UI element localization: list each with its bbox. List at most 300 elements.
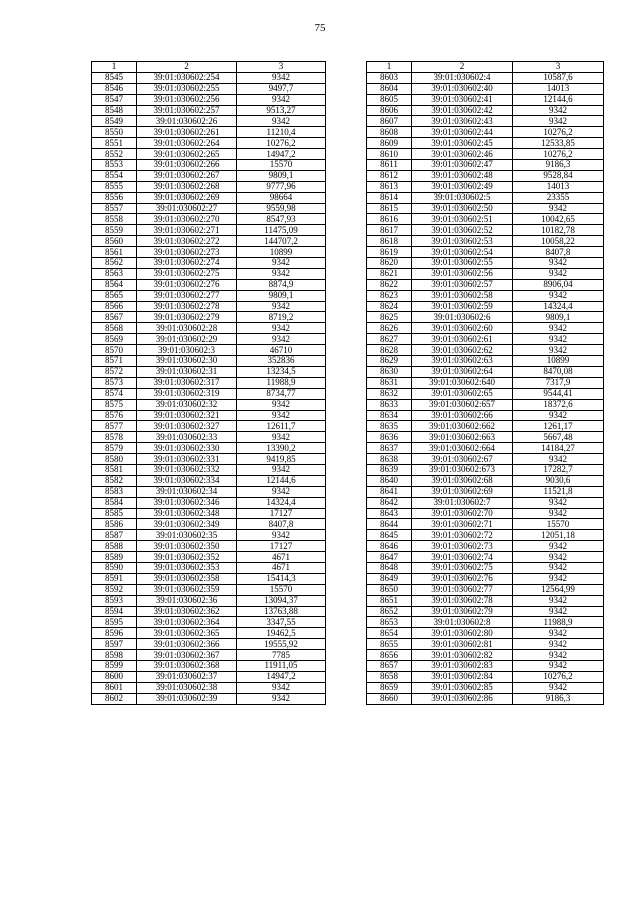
cadastral-number-cell: 39:01:030602:43 [412,116,513,127]
table-row [92,562,326,573]
table-row [367,192,604,203]
value-cell: 4671 [237,562,326,573]
table-row [367,279,604,290]
cadastral-number-cell: 39:01:030602:368 [137,660,237,671]
row-number-cell: 8606 [367,105,412,116]
value-cell: 9342 [237,486,326,497]
table-row [367,377,604,388]
value-cell: 9513,27 [237,105,326,116]
row-number-cell: 8555 [92,181,137,192]
row-number-cell: 8631 [367,377,412,388]
cadastral-number-cell: 39:01:030602:7 [412,497,513,508]
value-cell: 14013 [513,83,604,94]
cadastral-number-cell: 39:01:030602:349 [137,519,237,530]
value-cell: 9342 [237,432,326,443]
value-cell: 14324,4 [513,301,604,312]
table-row [92,192,326,203]
row-number-cell: 8635 [367,421,412,432]
row-number-cell: 8584 [92,497,137,508]
table-row [92,595,326,606]
value-cell: 13763,88 [237,606,326,617]
cadastral-number-cell: 39:01:030602:366 [137,639,237,650]
cadastral-number-cell: 39:01:030602:3 [137,345,237,356]
row-number-cell: 8573 [92,377,137,388]
table-row [367,530,604,541]
page-number: 75 [314,22,326,34]
table-row [367,160,604,171]
value-cell: 14324,4 [237,497,326,508]
row-number-cell: 8588 [92,541,137,552]
row-number-cell: 8612 [367,170,412,181]
table-row [92,138,326,149]
table-row [92,334,326,345]
table-row [92,530,326,541]
table-row [92,149,326,160]
cadastral-number-cell: 39:01:030602:63 [412,356,513,367]
table-row [92,105,326,116]
table-row [92,454,326,465]
value-cell: 13234,5 [237,366,326,377]
value-cell: 9342 [237,334,326,345]
row-number-cell: 8597 [92,639,137,650]
value-cell: 9777,96 [237,181,326,192]
row-number-cell: 8550 [92,127,137,138]
cadastral-number-cell: 39:01:030602:71 [412,519,513,530]
cadastral-number-cell: 39:01:030602:279 [137,312,237,323]
row-number-cell: 8560 [92,236,137,247]
cadastral-number-cell: 39:01:030602:664 [412,443,513,454]
cadastral-number-cell: 39:01:030602:32 [137,399,237,410]
cadastral-number-cell: 39:01:030602:36 [137,595,237,606]
row-number-cell: 8564 [92,279,137,290]
row-number-cell: 8585 [92,508,137,519]
value-cell: 9342 [513,650,604,661]
cadastral-number-cell: 39:01:030602:64 [412,366,513,377]
value-cell: 9528,84 [513,170,604,181]
table-row [92,290,326,301]
value-cell: 10899 [513,356,604,367]
row-number-cell: 8578 [92,432,137,443]
table-row [367,225,604,236]
row-number-cell: 8649 [367,573,412,584]
value-cell: 8734,77 [237,388,326,399]
table-row [92,497,326,508]
table-row [367,236,604,247]
value-cell: 144707,2 [237,236,326,247]
row-number-cell: 8638 [367,454,412,465]
table-row [92,628,326,639]
value-cell: 8407,8 [513,247,604,258]
table-row [92,170,326,181]
cadastral-number-cell: 39:01:030602:81 [412,639,513,650]
cadastral-number-cell: 39:01:030602:33 [137,432,237,443]
table-row [367,105,604,116]
value-cell: 12611,7 [237,421,326,432]
row-number-cell: 8628 [367,345,412,356]
cadastral-number-cell: 39:01:030602:78 [412,595,513,606]
row-number-cell: 8576 [92,410,137,421]
row-number-cell: 8608 [367,127,412,138]
cadastral-number-cell: 39:01:030602:276 [137,279,237,290]
cadastral-number-cell: 39:01:030602:62 [412,345,513,356]
cadastral-number-cell: 39:01:030602:27 [137,203,237,214]
row-number-cell: 8609 [367,138,412,149]
table-row [92,247,326,258]
row-number-cell: 8610 [367,149,412,160]
row-number-cell: 8640 [367,475,412,486]
value-cell: 14947,2 [237,671,326,682]
value-cell: 8906,04 [513,279,604,290]
row-number-cell: 8659 [367,682,412,693]
value-cell: 9342 [513,410,604,421]
table-row [367,116,604,127]
value-cell: 9342 [513,595,604,606]
table-row [367,312,604,323]
table-row [367,552,604,563]
row-number-cell: 8592 [92,584,137,595]
table-row [367,127,604,138]
cadastral-number-cell: 39:01:030602:84 [412,671,513,682]
value-cell: 9559,98 [237,203,326,214]
value-cell: 12051,18 [513,530,604,541]
value-cell: 9342 [513,454,604,465]
cadastral-number-cell: 39:01:030602:255 [137,83,237,94]
table-row [92,541,326,552]
table-row [367,290,604,301]
row-number-cell: 8549 [92,116,137,127]
cadastral-number-cell: 39:01:030602:40 [412,83,513,94]
table-row [367,639,604,650]
row-number-cell: 8627 [367,334,412,345]
row-number-cell: 8566 [92,301,137,312]
table-row [367,541,604,552]
table-row [92,225,326,236]
row-number-cell: 8546 [92,83,137,94]
table-row [92,682,326,693]
table-row [92,475,326,486]
table-row [92,584,326,595]
row-number-cell: 8572 [92,366,137,377]
table-row [92,443,326,454]
row-number-cell: 8604 [367,83,412,94]
column-header-value: 3 [513,62,604,73]
table-row [367,443,604,454]
row-number-cell: 8644 [367,519,412,530]
row-number-cell: 8589 [92,552,137,563]
table-row [92,693,326,704]
table-row [92,160,326,171]
row-number-cell: 8613 [367,181,412,192]
cadastral-number-cell: 39:01:030602:86 [412,693,513,704]
cadastral-number-cell: 39:01:030602:57 [412,279,513,290]
row-number-cell: 8568 [92,323,137,334]
table-row [92,464,326,475]
row-number-cell: 8658 [367,671,412,682]
row-number-cell: 8545 [92,72,137,83]
value-cell: 9342 [513,606,604,617]
cadastral-number-cell: 39:01:030602:261 [137,127,237,138]
table-row [92,660,326,671]
cadastral-number-cell: 39:01:030602:346 [137,497,237,508]
row-number-cell: 8623 [367,290,412,301]
cadastral-number-cell: 39:01:030602:67 [412,454,513,465]
table-row [92,345,326,356]
value-cell: 9342 [237,410,326,421]
cadastral-number-cell: 39:01:030602:270 [137,214,237,225]
value-cell: 9809,1 [237,170,326,181]
value-cell: 9030,6 [513,475,604,486]
value-cell: 8547,93 [237,214,326,225]
table-row [367,660,604,671]
table-row [92,268,326,279]
table-row [92,650,326,661]
row-number-cell: 8619 [367,247,412,258]
table-row [92,214,326,225]
table-row [367,203,604,214]
table-row [367,72,604,83]
cadastral-number-cell: 39:01:030602:72 [412,530,513,541]
table-row [367,682,604,693]
cadastral-number-cell: 39:01:030602:359 [137,584,237,595]
value-cell: 9342 [237,116,326,127]
value-cell: 9342 [513,323,604,334]
row-number-cell: 8575 [92,399,137,410]
row-number-cell: 8603 [367,72,412,83]
value-cell: 19555,92 [237,639,326,650]
cadastral-number-cell: 39:01:030602:60 [412,323,513,334]
row-number-cell: 8639 [367,464,412,475]
row-number-cell: 8562 [92,258,137,269]
value-cell: 9342 [513,552,604,563]
row-number-cell: 8583 [92,486,137,497]
row-number-cell: 8590 [92,562,137,573]
value-cell: 8407,8 [237,519,326,530]
table-row [92,116,326,127]
table-row [367,519,604,530]
cadastral-number-cell: 39:01:030602:264 [137,138,237,149]
cadastral-number-cell: 39:01:030602:61 [412,334,513,345]
value-cell: 9342 [513,268,604,279]
table-row [367,94,604,105]
row-number-cell: 8622 [367,279,412,290]
cadastral-number-cell: 39:01:030602:330 [137,443,237,454]
value-cell: 14013 [513,181,604,192]
cadastral-number-cell: 39:01:030602:353 [137,562,237,573]
cadastral-number-cell: 39:01:030602:362 [137,606,237,617]
value-cell: 23355 [513,192,604,203]
value-cell: 17127 [237,508,326,519]
table-row [367,508,604,519]
value-cell: 15570 [513,519,604,530]
value-cell: 9419,85 [237,454,326,465]
cadastral-number-cell: 39:01:030602:65 [412,388,513,399]
cadastral-number-cell: 39:01:030602:45 [412,138,513,149]
table-row [367,617,604,628]
value-cell: 9342 [513,334,604,345]
row-number-cell: 8571 [92,356,137,367]
row-number-cell: 8599 [92,660,137,671]
column-header-number: 1 [92,62,137,73]
cadastral-number-cell: 39:01:030602:85 [412,682,513,693]
table-row [367,562,604,573]
cadastral-number-cell: 39:01:030602:327 [137,421,237,432]
table-row [92,236,326,247]
row-number-cell: 8548 [92,105,137,116]
value-cell: 9342 [237,530,326,541]
value-cell: 11210,4 [237,127,326,138]
row-number-cell: 8633 [367,399,412,410]
cadastral-number-cell: 39:01:030602:5 [412,192,513,203]
cadastral-number-cell: 39:01:030602:35 [137,530,237,541]
value-cell: 9342 [513,639,604,650]
table-row [367,366,604,377]
cadastral-number-cell: 39:01:030602:662 [412,421,513,432]
cadastral-number-cell: 39:01:030602:42 [412,105,513,116]
table-row [92,399,326,410]
value-cell: 9342 [237,258,326,269]
cadastral-number-cell: 39:01:030602:69 [412,486,513,497]
cadastral-number-cell: 39:01:030602:29 [137,334,237,345]
table-row [367,454,604,465]
value-cell: 9342 [513,682,604,693]
row-number-cell: 8569 [92,334,137,345]
row-number-cell: 8593 [92,595,137,606]
row-number-cell: 8615 [367,203,412,214]
value-cell: 17282,7 [513,464,604,475]
value-cell: 14184,27 [513,443,604,454]
value-cell: 17127 [237,541,326,552]
value-cell: 7317,9 [513,377,604,388]
table-row [367,323,604,334]
value-cell: 9342 [237,268,326,279]
table-row [367,214,604,225]
value-cell: 11988,9 [513,617,604,628]
value-cell: 9186,3 [513,693,604,704]
cadastral-number-cell: 39:01:030602:256 [137,94,237,105]
cadastral-number-cell: 39:01:030602:77 [412,584,513,595]
row-number-cell: 8625 [367,312,412,323]
cadastral-number-cell: 39:01:030602:673 [412,464,513,475]
column-header-cadastral-number: 2 [137,62,237,73]
row-number-cell: 8642 [367,497,412,508]
table-row [367,693,604,704]
cadastral-number-cell: 39:01:030602:266 [137,160,237,171]
table-row [367,138,604,149]
table-row [92,519,326,530]
value-cell: 15570 [237,160,326,171]
value-cell: 5667,48 [513,432,604,443]
cadastral-number-cell: 39:01:030602:663 [412,432,513,443]
table-row [92,410,326,421]
table-row [92,258,326,269]
table-row [367,464,604,475]
table-row [92,617,326,628]
row-number-cell: 8648 [367,562,412,573]
data-table-left [91,61,326,705]
cadastral-number-cell: 39:01:030602:350 [137,541,237,552]
table-row [367,421,604,432]
table-row [92,639,326,650]
cadastral-number-cell: 39:01:030602:55 [412,258,513,269]
cadastral-number-cell: 39:01:030602:273 [137,247,237,258]
table-row [92,486,326,497]
value-cell: 9342 [237,72,326,83]
table-row [367,388,604,399]
value-cell: 9342 [513,203,604,214]
table-row [367,650,604,661]
cadastral-number-cell: 39:01:030602:6 [412,312,513,323]
row-number-cell: 8617 [367,225,412,236]
row-number-cell: 8655 [367,639,412,650]
table-row [92,83,326,94]
column-header-value: 3 [237,62,326,73]
row-number-cell: 8586 [92,519,137,530]
row-number-cell: 8565 [92,290,137,301]
row-number-cell: 8624 [367,301,412,312]
cadastral-number-cell: 39:01:030602:34 [137,486,237,497]
cadastral-number-cell: 39:01:030602:254 [137,72,237,83]
row-number-cell: 8611 [367,160,412,171]
row-number-cell: 8626 [367,323,412,334]
table-row [92,94,326,105]
cadastral-number-cell: 39:01:030602:68 [412,475,513,486]
value-cell: 98664 [237,192,326,203]
cadastral-number-cell: 39:01:030602:59 [412,301,513,312]
table-row [92,432,326,443]
row-number-cell: 8618 [367,236,412,247]
cadastral-number-cell: 39:01:030602:268 [137,181,237,192]
table-row [92,301,326,312]
row-number-cell: 8637 [367,443,412,454]
row-number-cell: 8577 [92,421,137,432]
cadastral-number-cell: 39:01:030602:367 [137,650,237,661]
value-cell: 15570 [237,584,326,595]
row-number-cell: 8553 [92,160,137,171]
value-cell: 9342 [513,497,604,508]
data-table-right [366,61,604,705]
table-row [367,399,604,410]
value-cell: 12564,99 [513,584,604,595]
cadastral-number-cell: 39:01:030602:269 [137,192,237,203]
table-row [367,83,604,94]
row-number-cell: 8563 [92,268,137,279]
cadastral-number-cell: 39:01:030602:58 [412,290,513,301]
value-cell: 9497,7 [237,83,326,94]
value-cell: 10276,2 [513,671,604,682]
cadastral-number-cell: 39:01:030602:277 [137,290,237,301]
value-cell: 13390,2 [237,443,326,454]
value-cell: 9342 [513,508,604,519]
row-number-cell: 8581 [92,464,137,475]
cadastral-number-cell: 39:01:030602:66 [412,410,513,421]
row-number-cell: 8605 [367,94,412,105]
cadastral-number-cell: 39:01:030602:56 [412,268,513,279]
table-row [92,421,326,432]
table-row [92,127,326,138]
value-cell: 10058,22 [513,236,604,247]
row-number-cell: 8657 [367,660,412,671]
row-number-cell: 8654 [367,628,412,639]
value-cell: 9342 [513,541,604,552]
cadastral-number-cell: 39:01:030602:38 [137,682,237,693]
value-cell: 46710 [237,345,326,356]
value-cell: 9544,41 [513,388,604,399]
cadastral-number-cell: 39:01:030602:53 [412,236,513,247]
row-number-cell: 8634 [367,410,412,421]
value-cell: 10276,2 [237,138,326,149]
value-cell: 10042,65 [513,214,604,225]
cadastral-number-cell: 39:01:030602:332 [137,464,237,475]
